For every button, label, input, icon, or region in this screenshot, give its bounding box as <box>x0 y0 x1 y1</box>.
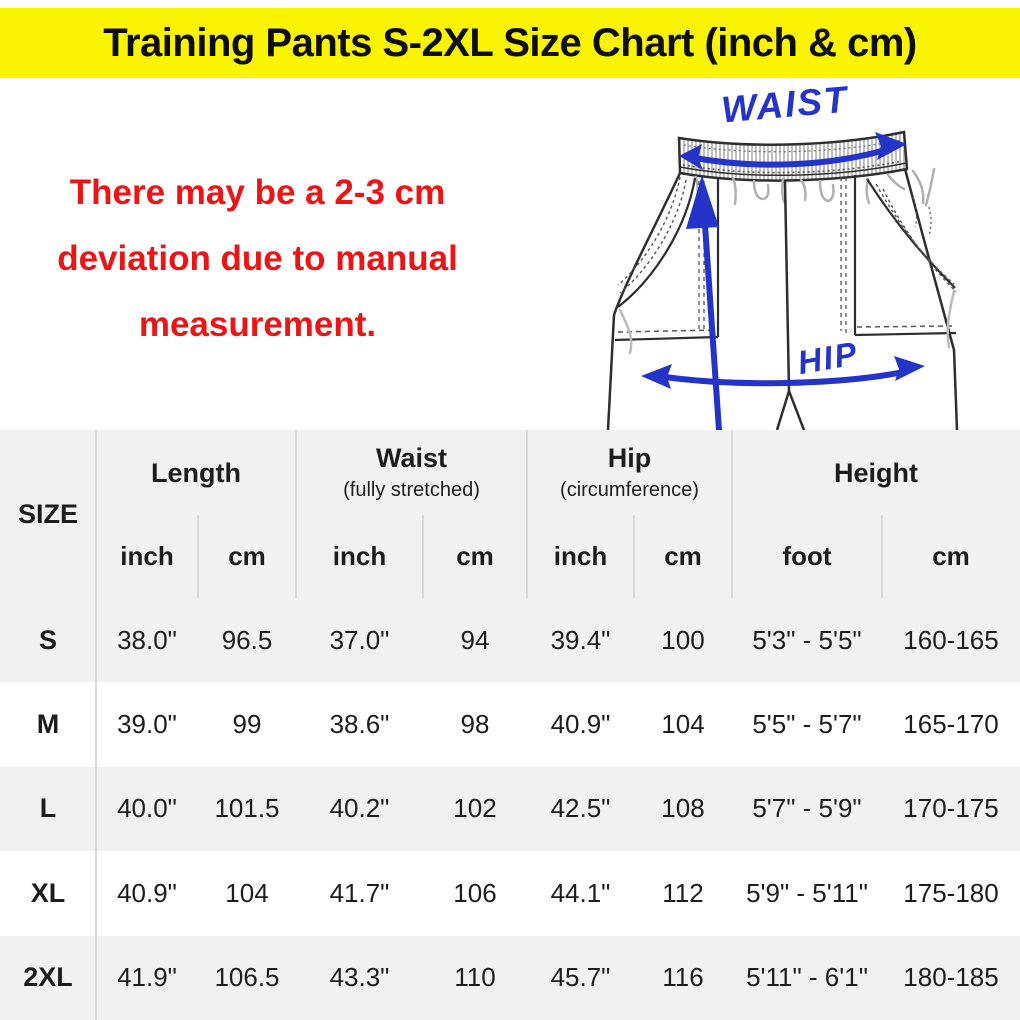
deviation-note-line: There may be a 2-3 cm <box>69 173 446 212</box>
value-cell: 108 <box>634 767 732 851</box>
value-cell: 106 <box>423 851 527 935</box>
size-cell: 2XL <box>0 936 96 1020</box>
header-height-label: Height <box>834 457 918 488</box>
value-cell: 94 <box>423 598 527 682</box>
column-divider <box>295 430 297 598</box>
subheader-height-cm: cm <box>882 515 1020 598</box>
waist-annotation-label: WAIST <box>719 85 851 131</box>
column-divider <box>95 430 97 1020</box>
subheader-hip-cm: cm <box>634 515 732 598</box>
value-cell: 175-180 <box>882 851 1020 935</box>
value-cell: 165-170 <box>882 682 1020 766</box>
size-cell: L <box>0 767 96 851</box>
value-cell: 41.9" <box>96 936 198 1020</box>
size-cell: S <box>0 598 96 682</box>
hip-annotation-label: HIP <box>794 334 862 382</box>
value-cell: 5'11" - 6'1" <box>732 936 882 1020</box>
value-cell: 104 <box>634 682 732 766</box>
value-cell: 160-165 <box>882 598 1020 682</box>
value-cell: 170-175 <box>882 767 1020 851</box>
right-pocket <box>841 175 956 335</box>
header-waist-label: Waist <box>375 443 447 473</box>
value-cell: 39.4" <box>527 598 634 682</box>
value-cell: 40.9" <box>527 682 634 766</box>
value-cell: 37.0" <box>296 598 423 682</box>
header-hip-caption: (circumference) <box>560 479 699 501</box>
size-cell: XL <box>0 851 96 935</box>
pants-outline <box>608 169 957 430</box>
measurement-arrows <box>641 85 925 430</box>
subheader-length-cm: cm <box>198 515 296 598</box>
value-cell: 43.3" <box>296 936 423 1020</box>
subheader-waist-inch: inch <box>296 515 423 598</box>
subheader-waist-cm: cm <box>423 515 527 598</box>
value-cell: 5'7" - 5'9" <box>732 767 882 851</box>
header-waist-caption: (fully stretched) <box>343 479 480 501</box>
column-divider <box>881 515 883 598</box>
value-cell: 180-185 <box>882 936 1020 1020</box>
value-cell: 38.0" <box>96 598 198 682</box>
deviation-note-line: measurement. <box>138 305 377 344</box>
value-cell: 5'3" - 5'5" <box>732 598 882 682</box>
value-cell: 38.6" <box>296 682 423 766</box>
value-cell: 41.7" <box>296 851 423 935</box>
value-cell: 116 <box>634 936 732 1020</box>
value-cell: 40.0" <box>96 767 198 851</box>
value-cell: 110 <box>423 936 527 1020</box>
pants-illustration <box>558 85 1020 430</box>
deviation-note <box>5 160 510 358</box>
header-waist <box>296 430 527 515</box>
header-length-label: Length <box>151 457 241 488</box>
value-cell: 42.5" <box>527 767 634 851</box>
column-divider <box>633 515 635 598</box>
value-cell: 96.5 <box>198 598 296 682</box>
value-cell: 5'9" - 5'11" <box>732 851 882 935</box>
column-divider <box>422 515 424 598</box>
header-length <box>96 430 296 515</box>
column-divider <box>731 430 733 598</box>
value-cell: 40.2" <box>296 767 423 851</box>
page-title: Training Pants S-2XL Size Chart (inch & cm) <box>103 20 917 65</box>
subheader-height-foot: foot <box>732 515 882 598</box>
value-cell: 39.0" <box>96 682 198 766</box>
value-cell: 104 <box>198 851 296 935</box>
subheader-hip-inch: inch <box>527 515 634 598</box>
value-cell: 100 <box>634 598 732 682</box>
title-banner <box>0 8 1020 78</box>
value-cell: 112 <box>634 851 732 935</box>
subheader-length-inch: inch <box>96 515 198 598</box>
header-size: SIZE <box>0 430 96 598</box>
size-chart-table <box>0 430 1020 1020</box>
header-hip <box>527 430 732 515</box>
value-cell: 45.7" <box>527 936 634 1020</box>
value-cell: 102 <box>423 767 527 851</box>
size-cell: M <box>0 682 96 766</box>
column-divider <box>526 430 528 598</box>
value-cell: 99 <box>198 682 296 766</box>
value-cell: 106.5 <box>198 936 296 1020</box>
value-cell: 44.1" <box>527 851 634 935</box>
value-cell: 101.5 <box>198 767 296 851</box>
header-height <box>732 430 1020 515</box>
value-cell: 5'5" - 5'7" <box>732 682 882 766</box>
deviation-note-line: deviation due to manual <box>57 239 458 278</box>
value-cell: 40.9" <box>96 851 198 935</box>
column-divider <box>197 515 199 598</box>
value-cell: 98 <box>423 682 527 766</box>
header-hip-label: Hip <box>607 443 652 473</box>
